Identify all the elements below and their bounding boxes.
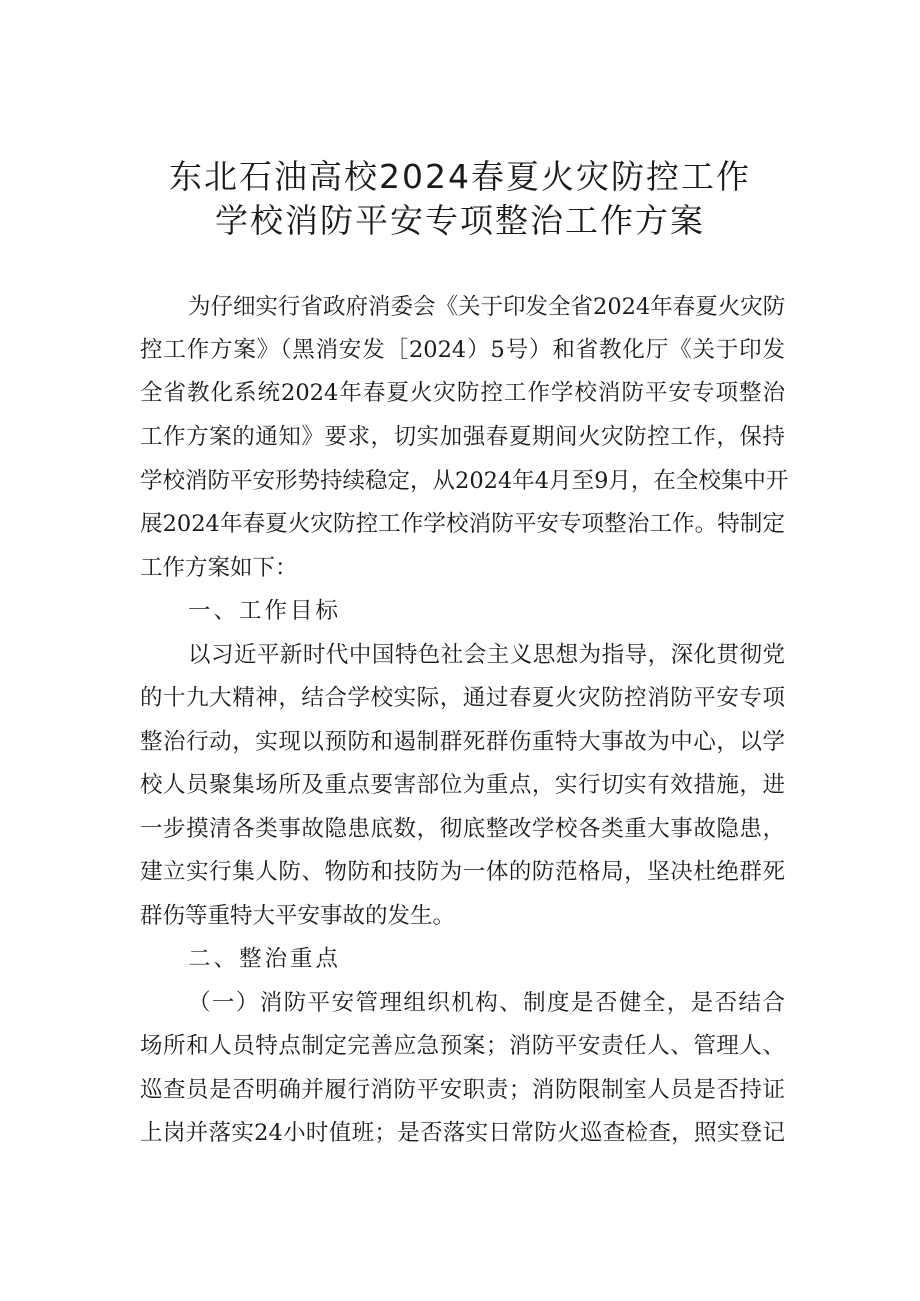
section-2-item-1-line: （一）消防平安管理组织机构、制度是否健全，是否结合: [188, 990, 785, 1016]
section-1-paragraph-line: 建立实行集人防、物防和技防为一体的防范格局，坚决杜绝群死: [140, 859, 785, 885]
document-title-line-1: 东北石油高校2024春夏火灾防控工作: [169, 157, 751, 196]
intro-paragraph-line: 全省教化系统2024年春夏火灾防控工作学校消防平安专项整治: [140, 380, 785, 406]
section-1-paragraph-line: 校人员聚集场所及重点要害部位为重点，实行切实有效措施，进: [140, 772, 785, 798]
section-1-paragraph-line: 整治行动，实现以预防和遏制群死群伤重特大事故为中心，以学: [140, 729, 785, 755]
section-1-paragraph-line: 的十九大精神，结合学校实际，通过春夏火灾防控消防平安专项: [140, 685, 785, 711]
document-title-line-2: 学校消防平安专项整治工作方案: [215, 201, 705, 240]
intro-paragraph-line: 为仔细实行省政府消委会《关于印发全省2024年春夏火灾防: [188, 294, 786, 320]
section-heading-focus: 二、整治重点: [188, 946, 342, 972]
section-2-item-1-line: 巡查员是否明确并履行消防平安职责；消防限制室人员是否持证: [140, 1077, 785, 1103]
section-1-paragraph-line: 以习近平新时代中国特色社会主义思想为指导，深化贯彻党: [188, 642, 785, 668]
intro-paragraph-line: 学校消防平安形势持续稳定，从2024年4月至9月，在全校集中开: [140, 468, 789, 494]
intro-paragraph-line: 控工作方案》（黑消安发［2024）5号）和省教化厅《关于印发: [140, 337, 785, 363]
section-heading-goals: 一、工作目标: [188, 598, 342, 624]
section-2-item-1-line: 场所和人员特点制定完善应急预案；消防平安责任人、管理人、: [140, 1033, 785, 1059]
section-1-paragraph-line: 一步摸清各类事故隐患底数，彻底整改学校各类重大事故隐患，: [140, 816, 785, 842]
section-2-item-1-line: 上岗并落实24小时值班；是否落实日常防火巡查检查，照实登记: [140, 1120, 785, 1146]
section-1-paragraph-line: 群伤等重特大平安事故的发生。: [140, 903, 456, 929]
intro-paragraph-line: 工作方案的通知》要求，切实加强春夏期间火灾防控工作，保持: [140, 424, 785, 450]
intro-paragraph-line: 工作方案如下：: [140, 555, 298, 581]
intro-paragraph-line: 展2024年春夏火灾防控工作学校消防平安专项整治工作。特制定: [140, 511, 785, 537]
